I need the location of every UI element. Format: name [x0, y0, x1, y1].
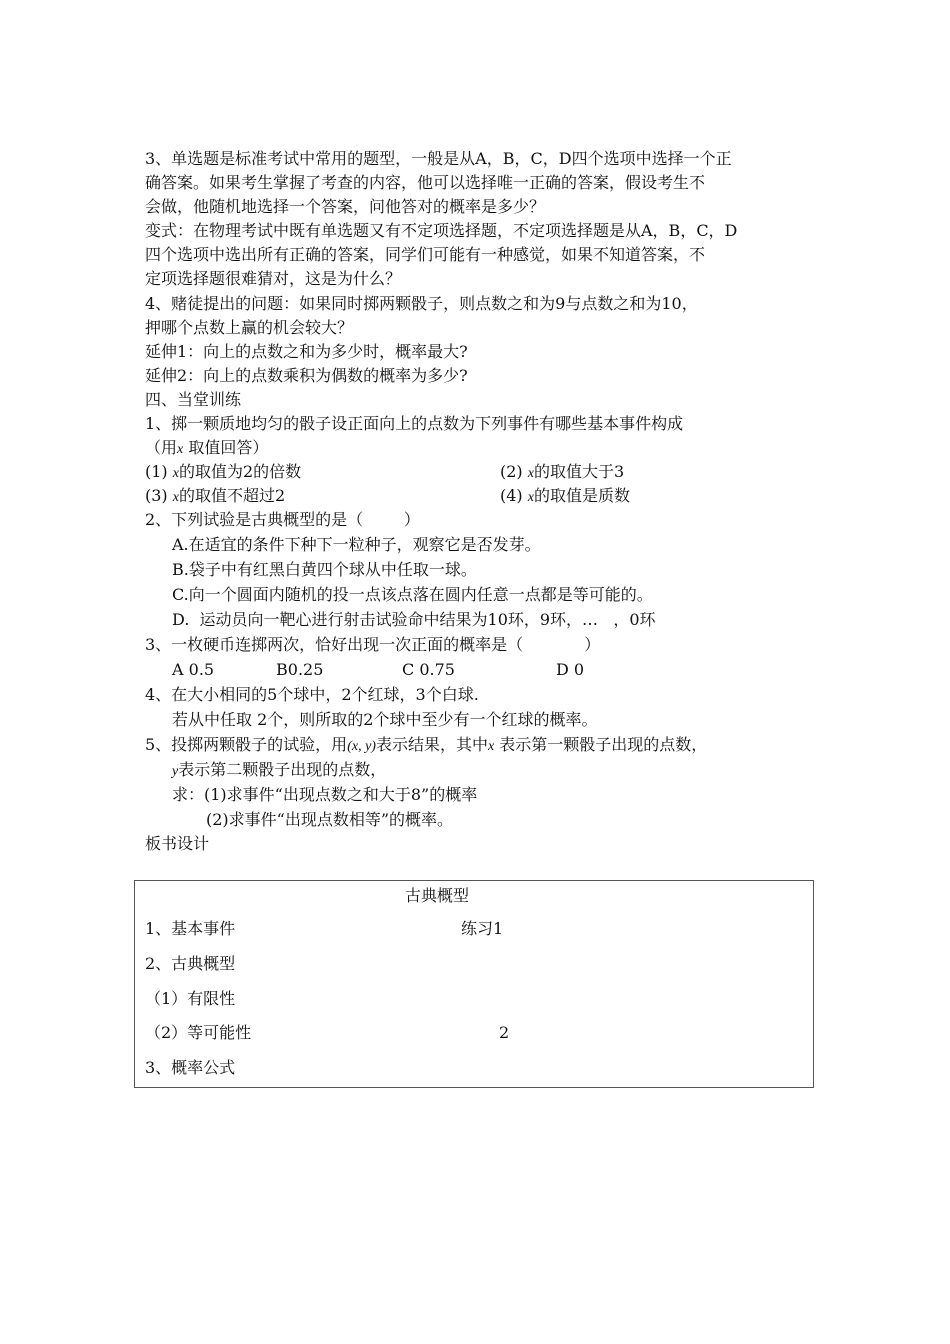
t3-option-a: A 0.5 [172, 660, 215, 679]
q4-line2: 押哪个点数上赢的机会较大？ [145, 318, 354, 337]
variant-line1: 变式：在物理考试中既有单选题又有不定项选择题，不定项选择题是从A，B，C，D [145, 221, 738, 240]
variant-line3: 定项选择题很难猜对，这是为什么？ [145, 269, 402, 288]
board-design-box [134, 880, 814, 1088]
q3-line2: 确答案。如果考生掌握了考查的内容，他可以选择唯一正确的答案，假设考生不 [145, 173, 706, 192]
t1-line2: （用x 取值回答） [145, 438, 269, 457]
t3-question: 3、一枚硬币连掷两次，恰好出现一次正面的概率是（ ） [145, 635, 601, 654]
t4-line1: 4、在大小相同的5个球中，2个红球，3个白球. [145, 685, 479, 704]
t2-question: 2、下列试验是古典概型的是（ ） [145, 510, 420, 529]
t3-option-d: D 0 [556, 660, 585, 679]
t5-line1: 5、投掷两颗骰子的试验，用(x, y)表示结果，其中x 表示第一颗骰子出现的点数， [145, 735, 708, 754]
q3-line1: 3、单选题是标准考试中常用的题型，一般是从A，B，C，D四个选项中选择一个正 [145, 149, 732, 168]
t4-line2: 若从中任取 2个，则所取的2个球中至少有一个红球的概率。 [172, 710, 598, 729]
extension1: 延伸1：向上的点数之和为多少时，概率最大? [145, 342, 468, 361]
board-title: 古典概型 [405, 886, 470, 905]
extension2: 延伸2：向上的点数乘积为偶数的概率为多少? [145, 366, 468, 385]
board-item-formula: 3、概率公式 [145, 1058, 236, 1077]
t5-request2: (2)求事件“出现点数相等”的概率。 [206, 810, 454, 829]
board-sub-finite: （1）有限性 [145, 989, 236, 1008]
board-heading: 板书设计 [145, 834, 210, 853]
t1-option1: (1) x的取值为2的倍数 [145, 462, 302, 481]
t1-line1: 1、掷一颗质地均匀的骰子设正面向上的点数为下列事件有哪些基本事件构成 [145, 414, 684, 433]
t1-option3: (3) x的取值不超过2 [145, 486, 286, 505]
t3-option-b: B0.25 [276, 660, 324, 679]
section-heading: 四、当堂训练 [145, 390, 242, 409]
t2-option-d: D. 运动员向一靶心进行射击试验命中结果为10环，9环，… ，0环 [172, 610, 656, 629]
board-sub-equal: （2）等可能性 [145, 1023, 252, 1042]
board-practice: 练习1 [461, 919, 504, 938]
t3-option-c: C 0.75 [402, 660, 455, 679]
q4-line1: 4、赌徒提出的问题：如果同时掷两颗骰子，则点数之和为9与点数之和为10， [145, 294, 698, 313]
board-item-basic-event: 1、基本事件 [145, 919, 236, 938]
t1-option4: (4) x的取值是质数 [500, 486, 630, 505]
t2-option-a: A.在适宜的条件下种下一粒种子，观察它是否发芽。 [172, 535, 541, 554]
board-item-classical: 2、古典概型 [145, 954, 236, 973]
variant-line2: 四个选项中选出所有正确的答案，同学们可能有一种感觉，如果不知道答案，不 [145, 245, 706, 264]
board-number: 2 [499, 1023, 510, 1042]
t5-line2: y表示第二颗骰子出现的点数， [172, 760, 387, 779]
t5-request1: 求：(1)求事件“出现点数之和大于8”的概率 [172, 785, 478, 804]
q3-line3: 会做，他随机地选择一个答案，问他答对的概率是多少？ [145, 197, 546, 216]
t1-option2: (2) x的取值大于3 [500, 462, 625, 481]
t2-option-c: C.向一个圆面内随机的投一点该点落在圆内任意一点都是等可能的。 [172, 585, 653, 604]
t2-option-b: B.袋子中有红黑白黄四个球从中任取一球。 [172, 560, 477, 579]
